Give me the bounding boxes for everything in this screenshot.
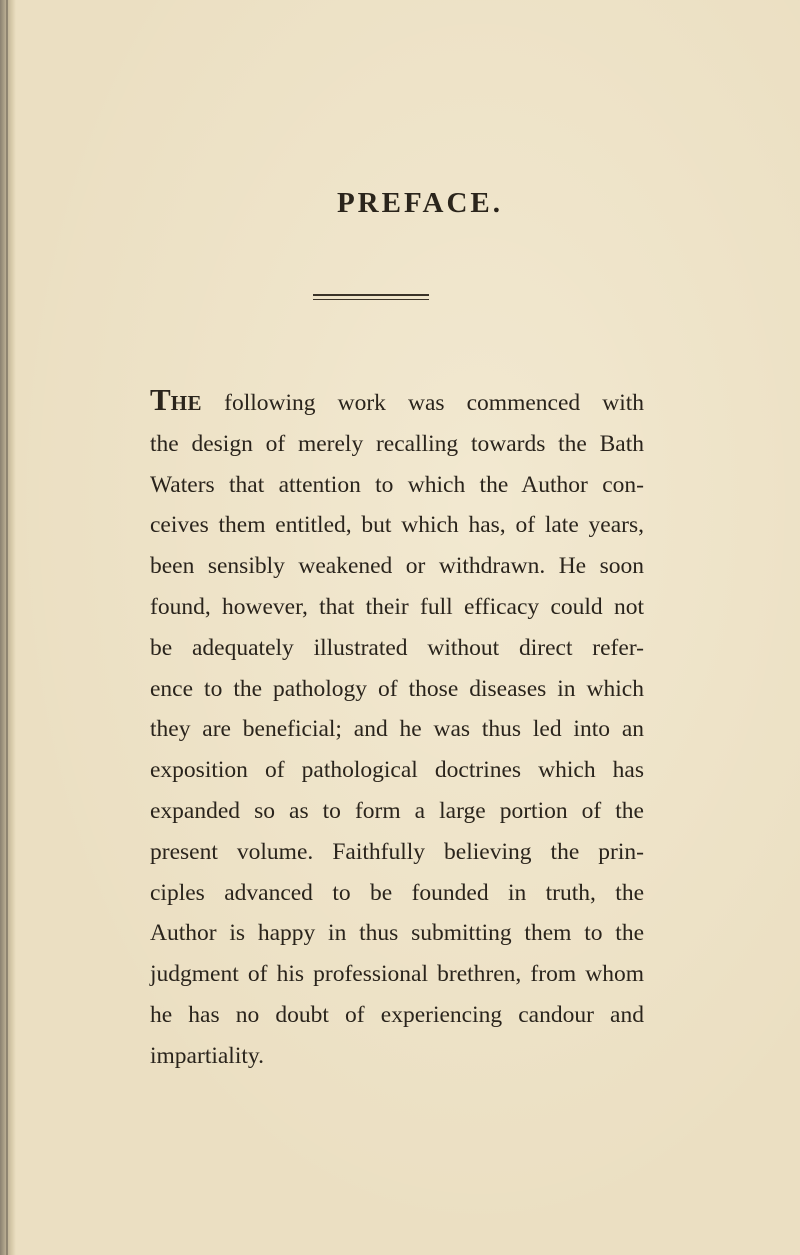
title-rule-thick <box>313 294 429 296</box>
first-word-rest: HE <box>170 391 203 415</box>
paragraph-line-17: impartiality. <box>150 1042 264 1069</box>
paragraph-line-5: been sensibly weakened or withdrawn. He soon <box>150 553 644 580</box>
first-line-text: following work was commenced with <box>224 390 644 416</box>
paragraph-line-13: ciples advanced to be founded in truth, the <box>150 879 644 906</box>
drop-cap: T <box>150 382 171 417</box>
preface-paragraph <box>150 380 644 1077</box>
page-title: PREFACE. <box>336 187 504 219</box>
paragraph-line-1 <box>150 380 644 424</box>
paragraph-line-7: be adequately illustrated without direct refer- <box>150 634 644 661</box>
paragraph-line-4: ceives them entitled, but which has, of late years, <box>150 512 644 539</box>
paragraph-line-10: exposition of pathological doctrines which has <box>150 757 644 784</box>
paragraph-line-11: expanded so as to form a large portion of the <box>150 797 644 824</box>
paragraph-line-14: Author is happy in thus submitting them to the <box>150 920 644 947</box>
paragraph-line-9: they are beneficial; and he was thus led into an <box>150 716 644 743</box>
paragraph-line-6: found, however, that their full efficacy could not <box>150 593 644 620</box>
paragraph-line-15: judgment of his professional brethren, from whom <box>150 961 644 988</box>
paragraph-line-3: Waters that attention to which the Author con- <box>150 471 644 498</box>
paragraph-line-8: ence to the pathology of those diseases in which <box>150 675 644 702</box>
paragraph-line-2: the design of merely recalling towards the Bath <box>150 430 644 457</box>
title-rule-thin <box>313 299 429 300</box>
paragraph-line-16: he has no doubt of experiencing candour and <box>150 1001 644 1028</box>
paragraph-line-12: present volume. Faithfully believing the prin- <box>150 838 644 865</box>
